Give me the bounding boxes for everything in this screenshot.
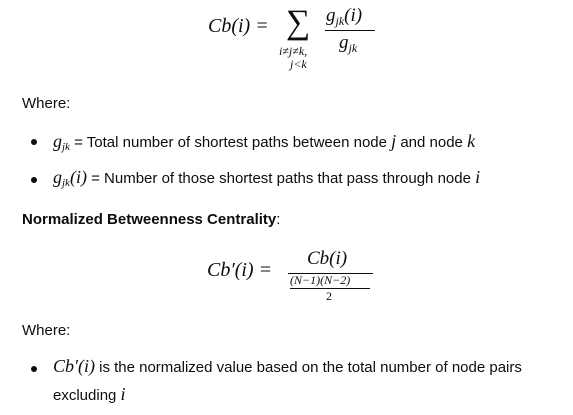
bullet-dot (31, 177, 37, 183)
summation-condition-line2: j<k (290, 57, 307, 71)
bullet-text: = Total number of shortest paths between node (69, 134, 392, 151)
var-i: i (475, 167, 481, 187)
symbol-cb-prime: Cb′(i) (53, 356, 95, 376)
formula2-denominator-top: (N−1)(N−2) (290, 273, 351, 287)
bullet-text: = Number of those shortest paths that pass through node (86, 170, 476, 187)
bullet-dot (31, 139, 37, 145)
formula2-lhs: Cb′(i) = (207, 259, 273, 281)
bullet-text-line2: excluding (53, 387, 121, 404)
formula2-numerator: Cb(i) (307, 248, 348, 269)
formula1-numerator: $g_{jk}(i)$ (326, 5, 363, 28)
bullet-dot (31, 366, 37, 372)
section-heading: Normalized Betweenness Centrality: (22, 211, 281, 228)
formula2-denominator-bottom: 2 (326, 289, 332, 303)
summation-symbol: ∑ (286, 4, 311, 41)
var-j: j (391, 131, 397, 151)
bullet-text: is the normalized value based on the total number of node pairs (94, 359, 522, 376)
bullet-text-mid: and node (396, 134, 468, 151)
formula1-denominator: $g_{jk}$ (339, 32, 358, 55)
formula1-fraction-bar (325, 30, 375, 31)
symbol-gjk: gjk (53, 131, 70, 153)
var-i: i (120, 384, 126, 404)
var-k: k (467, 131, 476, 151)
symbol-gjk-i: gjk(i) (53, 167, 87, 189)
formula1-lhs: Cb(i) = (208, 15, 269, 37)
where-label-2: Where: (22, 322, 71, 339)
summation-condition-line1: i≠j≠k, (279, 44, 308, 58)
where-label-1: Where: (22, 95, 71, 112)
